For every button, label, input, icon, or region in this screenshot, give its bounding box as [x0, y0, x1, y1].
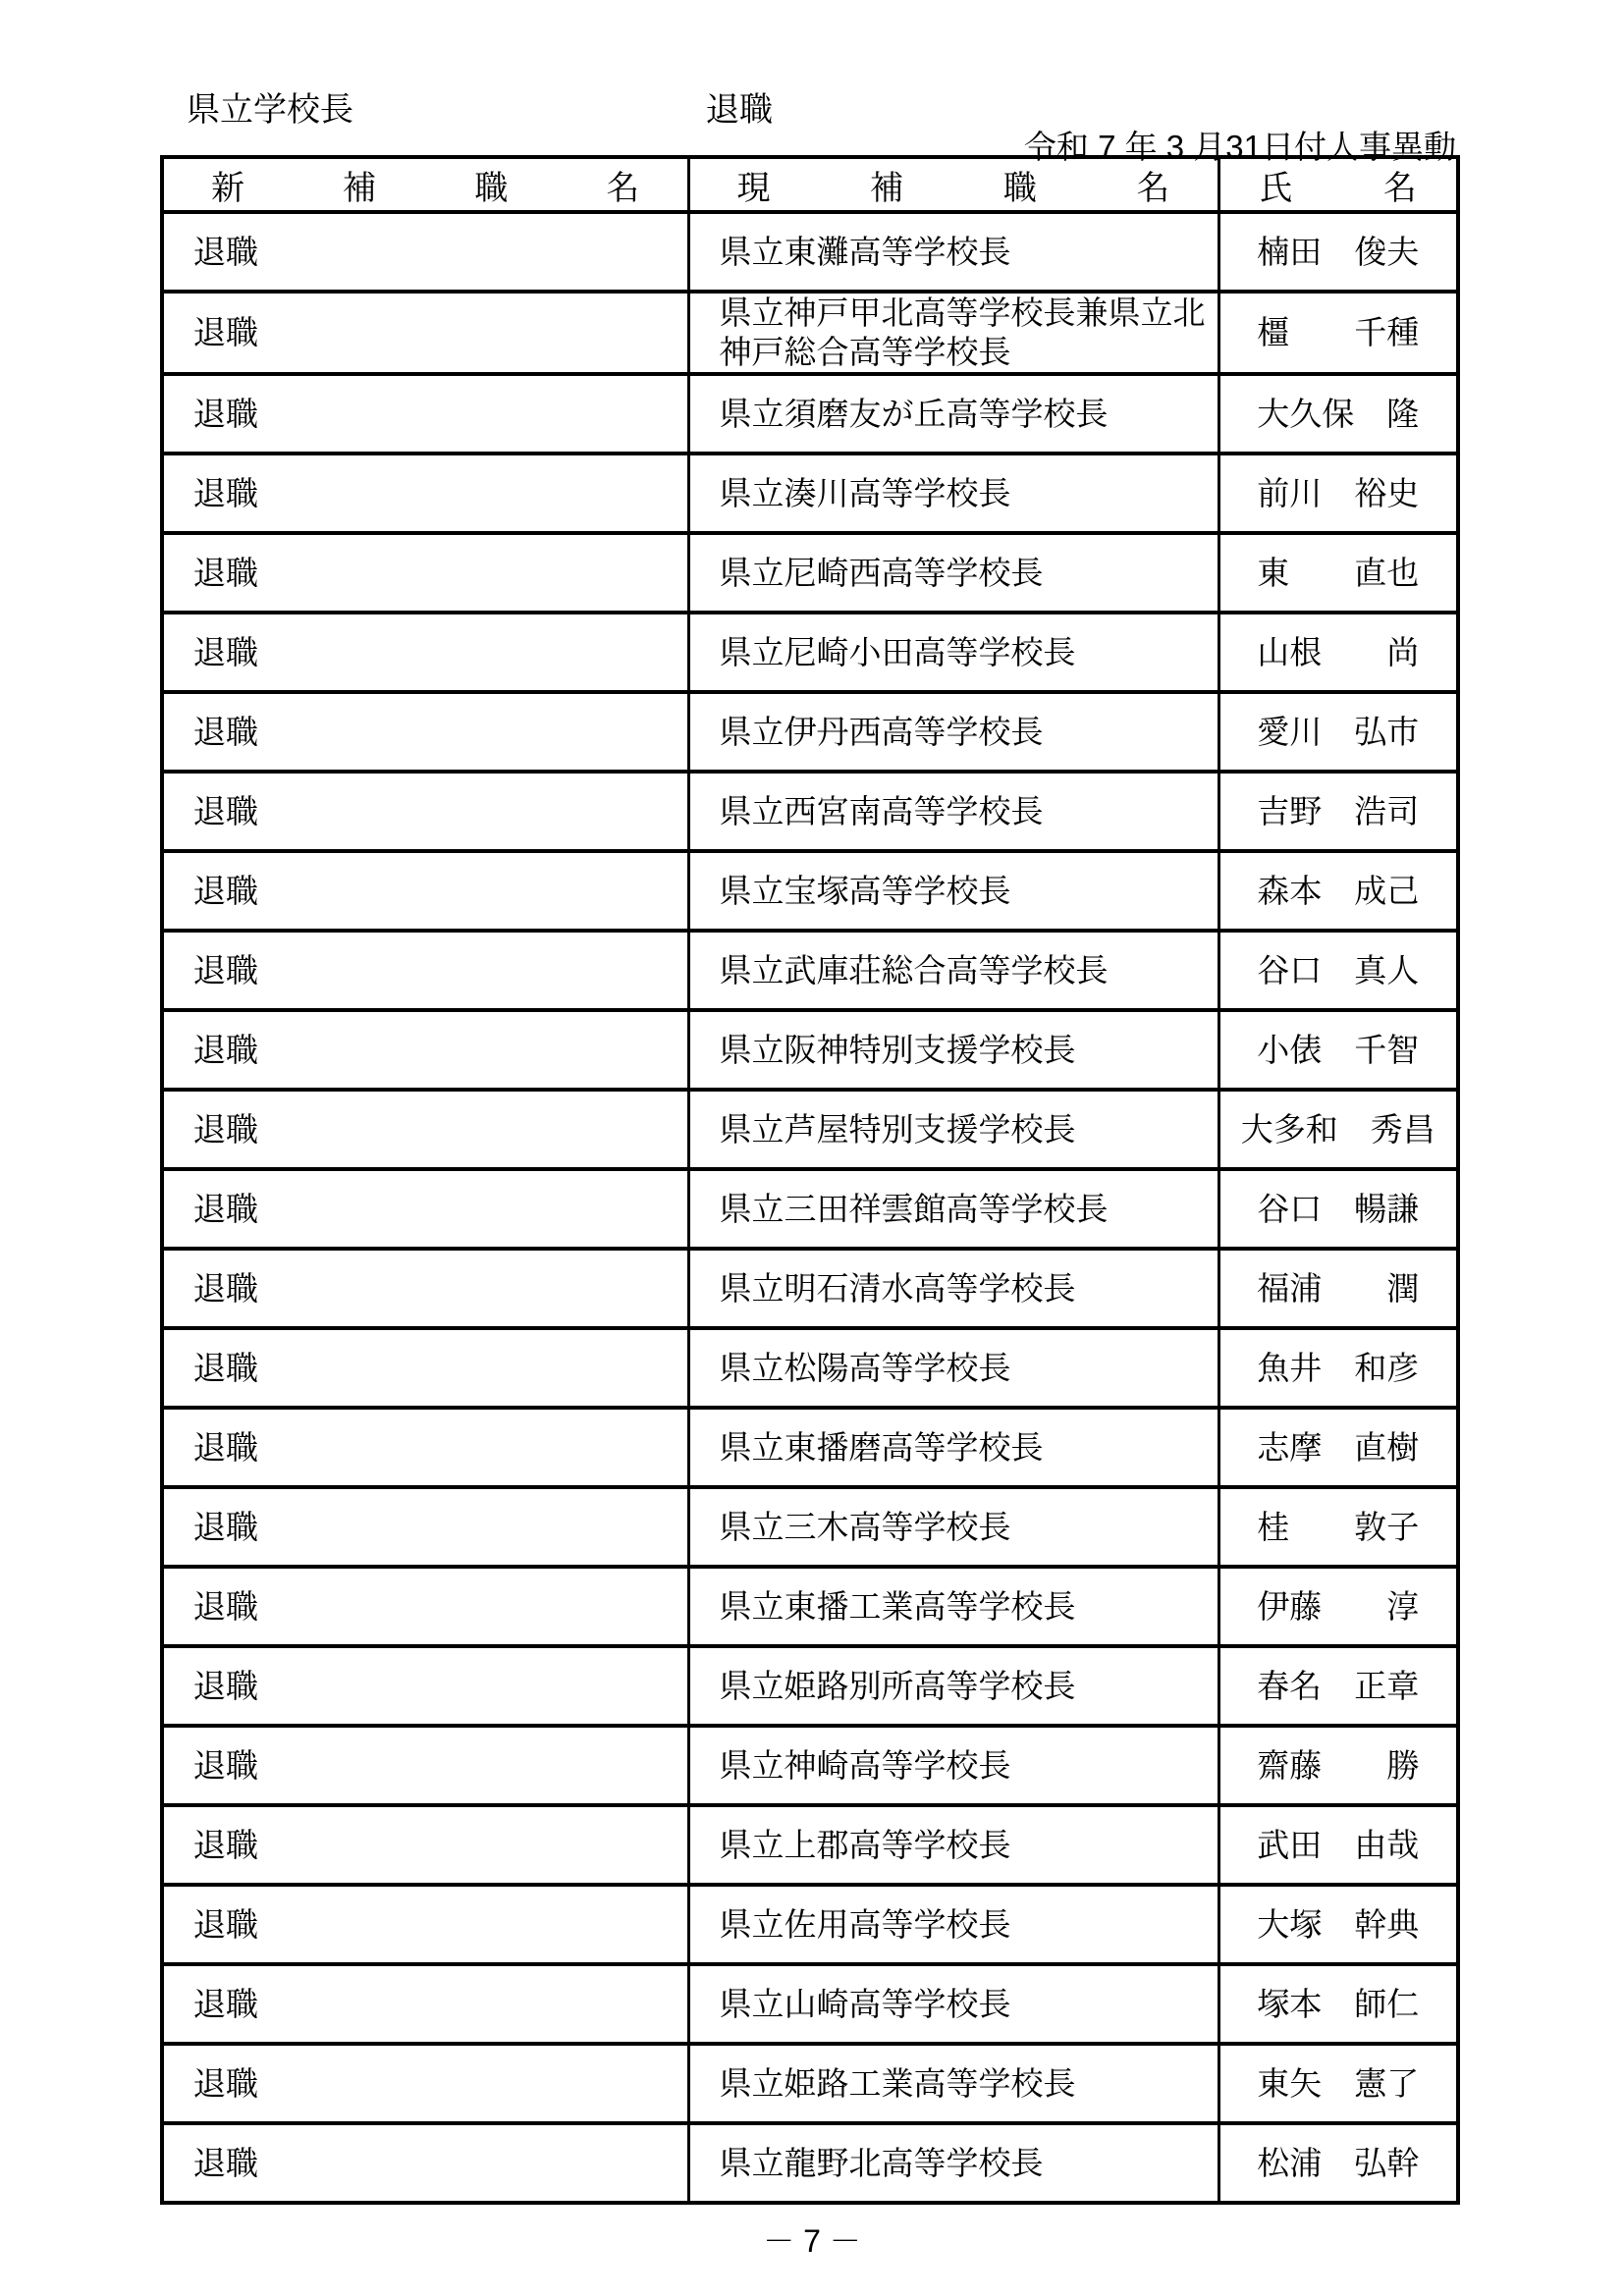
- cell-new-position: 退職: [162, 1726, 688, 1805]
- table-row: [162, 1487, 1458, 1567]
- table-row: [162, 1805, 1458, 1885]
- cell-current-position: 県立三木高等学校長: [688, 1487, 1218, 1567]
- cell-current-position: 県立姫路別所高等学校長: [688, 1646, 1218, 1726]
- cell-name: 福浦 潤: [1218, 1249, 1458, 1328]
- cell-new-position: 退職: [162, 772, 688, 851]
- table-row: [162, 2044, 1458, 2123]
- cell-current-position: 県立尼崎西高等学校長: [688, 533, 1218, 613]
- cell-current-position: 県立東灘高等学校長: [688, 212, 1218, 292]
- cell-new-position: 退職: [162, 931, 688, 1010]
- cell-new-position: 退職: [162, 212, 688, 292]
- cell-new-position: 退職: [162, 1885, 688, 1964]
- table-row: [162, 2123, 1458, 2203]
- personnel-table: [160, 155, 1460, 2205]
- cell-current-position: 県立神崎高等学校長: [688, 1726, 1218, 1805]
- table-header-row: [162, 157, 1458, 212]
- table-row: [162, 613, 1458, 692]
- cell-current-position: 県立須磨友が丘高等学校長: [688, 374, 1218, 454]
- cell-current-position: 県立湊川高等学校長: [688, 454, 1218, 533]
- section-label: 県立学校長: [187, 91, 353, 129]
- table-row: [162, 1328, 1458, 1408]
- cell-name: 魚井 和彦: [1218, 1328, 1458, 1408]
- cell-new-position: 退職: [162, 454, 688, 533]
- cell-new-position: 退職: [162, 533, 688, 613]
- cell-new-position: 退職: [162, 1646, 688, 1726]
- cell-current-position: 県立芦屋特別支援学校長: [688, 1090, 1218, 1169]
- cell-new-position: 退職: [162, 1169, 688, 1249]
- header-new-position: 新補職名: [162, 157, 688, 212]
- table-row: [162, 454, 1458, 533]
- cell-new-position: 退職: [162, 1487, 688, 1567]
- table-row: [162, 1249, 1458, 1328]
- table-row: [162, 1408, 1458, 1487]
- cell-name: 東矢 憲了: [1218, 2044, 1458, 2123]
- cell-current-position: 県立明石清水高等学校長: [688, 1249, 1218, 1328]
- cell-current-position: 県立三田祥雲館高等学校長: [688, 1169, 1218, 1249]
- cell-new-position: 退職: [162, 1964, 688, 2044]
- cell-name: 武田 由哉: [1218, 1805, 1458, 1885]
- cell-name: 齋藤 勝: [1218, 1726, 1458, 1805]
- table-row: [162, 851, 1458, 931]
- table-body: [162, 212, 1458, 2203]
- cell-current-position: 県立龍野北高等学校長: [688, 2123, 1218, 2203]
- cell-new-position: 退職: [162, 1328, 688, 1408]
- page-number: － 7 －: [763, 2223, 861, 2259]
- cell-name: 楠田 俊夫: [1218, 212, 1458, 292]
- cell-current-position: 県立東播磨高等学校長: [688, 1408, 1218, 1487]
- cell-new-position: 退職: [162, 1805, 688, 1885]
- category-label: 退職: [706, 91, 773, 129]
- cell-new-position: 退職: [162, 1408, 688, 1487]
- cell-name: 小俵 千智: [1218, 1010, 1458, 1090]
- cell-name: 大多和 秀昌: [1218, 1090, 1458, 1169]
- table-row: [162, 374, 1458, 454]
- cell-name: 大塚 幹典: [1218, 1885, 1458, 1964]
- table-row: [162, 533, 1458, 613]
- cell-current-position: 県立武庫荘総合高等学校長: [688, 931, 1218, 1010]
- date-line: 令和 7 年 3 月31日付人事異動: [1023, 129, 1456, 165]
- table-header: [162, 157, 1458, 212]
- cell-new-position: 退職: [162, 613, 688, 692]
- table-row: [162, 931, 1458, 1010]
- cell-name: 志摩 直樹: [1218, 1408, 1458, 1487]
- table-row: [162, 1010, 1458, 1090]
- table-row: [162, 212, 1458, 292]
- table-row: [162, 1646, 1458, 1726]
- cell-current-position: 県立東播工業高等学校長: [688, 1567, 1218, 1646]
- cell-name: 前川 裕史: [1218, 454, 1458, 533]
- cell-current-position: 県立姫路工業高等学校長: [688, 2044, 1218, 2123]
- header-current-position: 現補職名: [688, 157, 1218, 212]
- table-row: [162, 1726, 1458, 1805]
- cell-name: 森本 成己: [1218, 851, 1458, 931]
- cell-new-position: 退職: [162, 692, 688, 772]
- cell-name: 東 直也: [1218, 533, 1458, 613]
- cell-new-position: 退職: [162, 2123, 688, 2203]
- table-row: [162, 1567, 1458, 1646]
- cell-new-position: 退職: [162, 1010, 688, 1090]
- table-row: [162, 1169, 1458, 1249]
- cell-new-position: 退職: [162, 1249, 688, 1328]
- cell-name: 春名 正章: [1218, 1646, 1458, 1726]
- header-name: 氏名: [1218, 157, 1458, 212]
- cell-name: 大久保 隆: [1218, 374, 1458, 454]
- cell-current-position: 県立佐用高等学校長: [688, 1885, 1218, 1964]
- cell-new-position: 退職: [162, 374, 688, 454]
- cell-current-position: 県立松陽高等学校長: [688, 1328, 1218, 1408]
- cell-current-position: 県立阪神特別支援学校長: [688, 1010, 1218, 1090]
- cell-name: 山根 尚: [1218, 613, 1458, 692]
- table-row: [162, 772, 1458, 851]
- cell-current-position: 県立上郡高等学校長: [688, 1805, 1218, 1885]
- cell-name: 谷口 真人: [1218, 931, 1458, 1010]
- cell-name: 松浦 弘幹: [1218, 2123, 1458, 2203]
- table-row: [162, 1885, 1458, 1964]
- cell-new-position: 退職: [162, 851, 688, 931]
- cell-name: 桂 敦子: [1218, 1487, 1458, 1567]
- cell-name: 橿 千種: [1218, 292, 1458, 374]
- cell-new-position: 退職: [162, 1090, 688, 1169]
- cell-new-position: 退職: [162, 1567, 688, 1646]
- table-row: [162, 1964, 1458, 2044]
- cell-name: 伊藤 淳: [1218, 1567, 1458, 1646]
- table-row: [162, 692, 1458, 772]
- table-row: [162, 1090, 1458, 1169]
- cell-name: 谷口 暢謙: [1218, 1169, 1458, 1249]
- cell-current-position: 県立神戸甲北高等学校長兼県立北神戸総合高等学校長: [688, 292, 1218, 374]
- cell-new-position: 退職: [162, 292, 688, 374]
- cell-current-position: 県立宝塚高等学校長: [688, 851, 1218, 931]
- cell-current-position: 県立伊丹西高等学校長: [688, 692, 1218, 772]
- cell-current-position: 県立山崎高等学校長: [688, 1964, 1218, 2044]
- cell-name: 塚本 師仁: [1218, 1964, 1458, 2044]
- cell-name: 愛川 弘市: [1218, 692, 1458, 772]
- cell-current-position: 県立西宮南高等学校長: [688, 772, 1218, 851]
- table-row: [162, 292, 1458, 374]
- cell-name: 吉野 浩司: [1218, 772, 1458, 851]
- cell-current-position: 県立尼崎小田高等学校長: [688, 613, 1218, 692]
- cell-new-position: 退職: [162, 2044, 688, 2123]
